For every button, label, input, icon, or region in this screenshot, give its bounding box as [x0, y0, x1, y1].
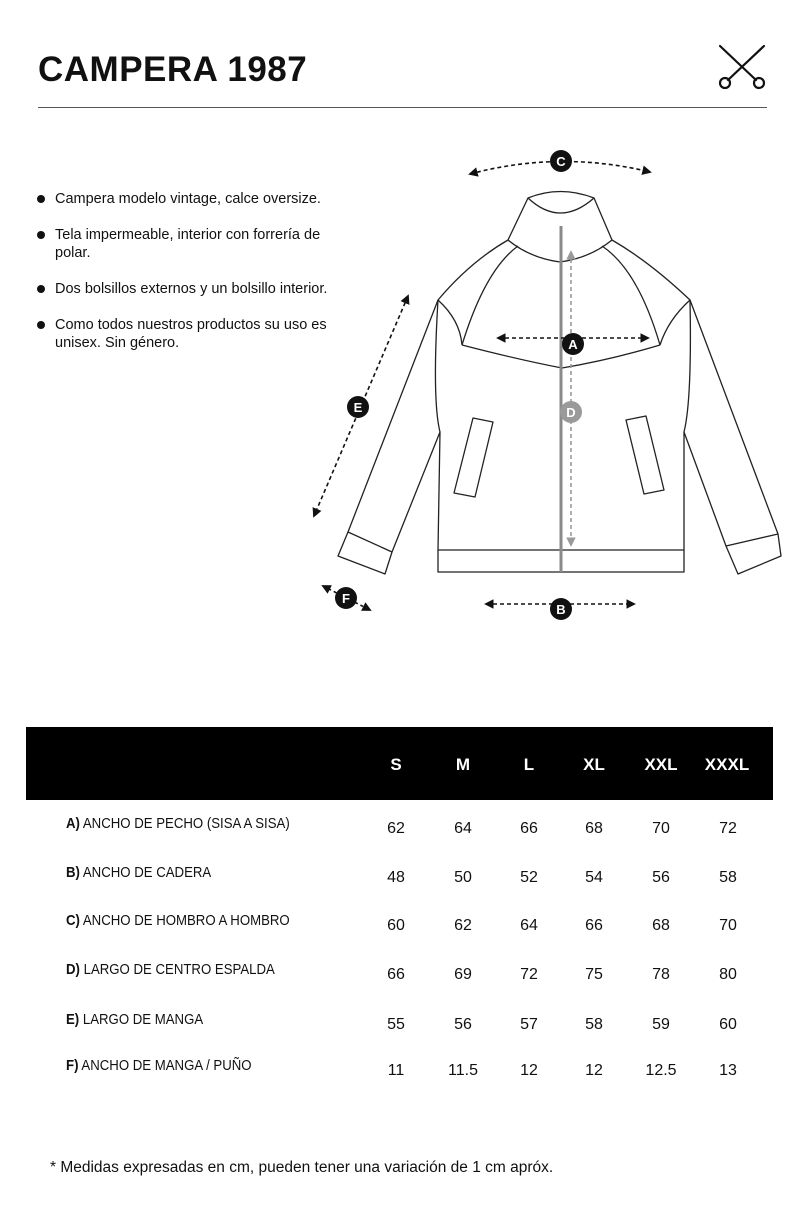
table-cell: 66 [520, 820, 538, 837]
size-header: XL [583, 755, 605, 774]
size-header: L [523, 755, 535, 774]
feature-item: Como todos nuestros productos su uso es unisex. Sin género. [36, 316, 336, 352]
svg-text:C: C [556, 154, 566, 169]
table-cell: 75 [585, 966, 603, 983]
table-cell: 72 [520, 966, 538, 983]
table-cell: 72 [719, 820, 737, 837]
row-label: E) LARGO DE MANGA [66, 1011, 204, 1028]
svg-text:A: A [568, 337, 578, 352]
table-cell: 11 [387, 1062, 405, 1079]
scissors-icon [716, 42, 768, 90]
table-cell: 55 [387, 1016, 405, 1033]
table-cell: 70 [719, 917, 737, 934]
row-label: C) ANCHO DE HOMBRO A HOMBRO [66, 912, 290, 929]
table-cell: 80 [719, 966, 737, 983]
table-row [0, 1011, 800, 1041]
badge-b [550, 598, 572, 620]
table-cell: 62 [387, 820, 405, 837]
svg-text:B: B [556, 602, 566, 617]
table-cell: 48 [387, 869, 405, 886]
table-row [0, 961, 800, 991]
row-label: D) LARGO DE CENTRO ESPALDA [66, 961, 275, 978]
table-cell: 60 [719, 1016, 737, 1033]
table-cell: 68 [652, 917, 670, 934]
row-label: F) ANCHO DE MANGA / PUÑO [66, 1057, 252, 1074]
title-divider [38, 107, 767, 108]
table-cell: 12 [520, 1062, 538, 1079]
feature-item: Dos bolsillos externos y un bolsillo interior. [36, 280, 336, 298]
table-cell: 64 [454, 820, 472, 837]
table-cell: 56 [454, 1016, 472, 1033]
table-cell: 50 [454, 869, 472, 886]
badge-f [335, 587, 357, 609]
row-label: A) ANCHO DE PECHO (SISA A SISA) [66, 815, 290, 832]
table-row [0, 864, 800, 894]
table-cell: 52 [520, 869, 538, 886]
table-cell: 69 [454, 966, 472, 983]
table-cell: 62 [454, 917, 472, 934]
feature-item: Campera modelo vintage, calce oversize. [36, 190, 336, 208]
table-cell: 66 [585, 917, 603, 934]
table-cell: 11.5 [448, 1062, 478, 1079]
table-row [0, 815, 800, 845]
table-cell: 13 [719, 1062, 737, 1079]
feature-item: Tela impermeable, interior con forrería de polar. [36, 226, 336, 262]
size-header: S [390, 755, 402, 774]
table-cell: 12.5 [645, 1062, 677, 1079]
badge-c [550, 150, 572, 172]
table-cell: 59 [652, 1016, 670, 1033]
svg-text:F: F [342, 591, 350, 606]
table-cell: 54 [585, 869, 603, 886]
table-cell: 60 [387, 917, 405, 934]
table-cell: 57 [520, 1016, 538, 1033]
table-cell: 70 [652, 820, 670, 837]
table-cell: 58 [719, 869, 737, 886]
size-header: M [455, 755, 471, 774]
badge-a [562, 333, 584, 355]
table-cell: 68 [585, 820, 603, 837]
row-label: B) ANCHO DE CADERA [66, 864, 212, 881]
table-cell: 12 [585, 1062, 603, 1079]
table-cell: 56 [652, 869, 670, 886]
size-table-header [26, 727, 773, 800]
svg-text:E: E [353, 400, 363, 415]
footnote: * Medidas expresadas en cm, pueden tener una variación de 1 cm apróx. [50, 1159, 554, 1176]
table-cell: 58 [585, 1016, 603, 1033]
table-row [0, 912, 800, 942]
badge-e [347, 396, 369, 418]
feature-list [36, 190, 336, 370]
jacket-diagram [300, 140, 790, 630]
badge-d [560, 401, 582, 423]
svg-text:D: D [566, 405, 576, 420]
table-cell: 78 [652, 966, 670, 983]
page-title: CAMPERA 1987 [38, 50, 308, 89]
size-header: XXL [644, 755, 678, 774]
table-cell: 66 [387, 966, 405, 983]
size-header: XXXL [704, 755, 750, 774]
table-row [0, 1057, 800, 1087]
table-cell: 64 [520, 917, 538, 934]
